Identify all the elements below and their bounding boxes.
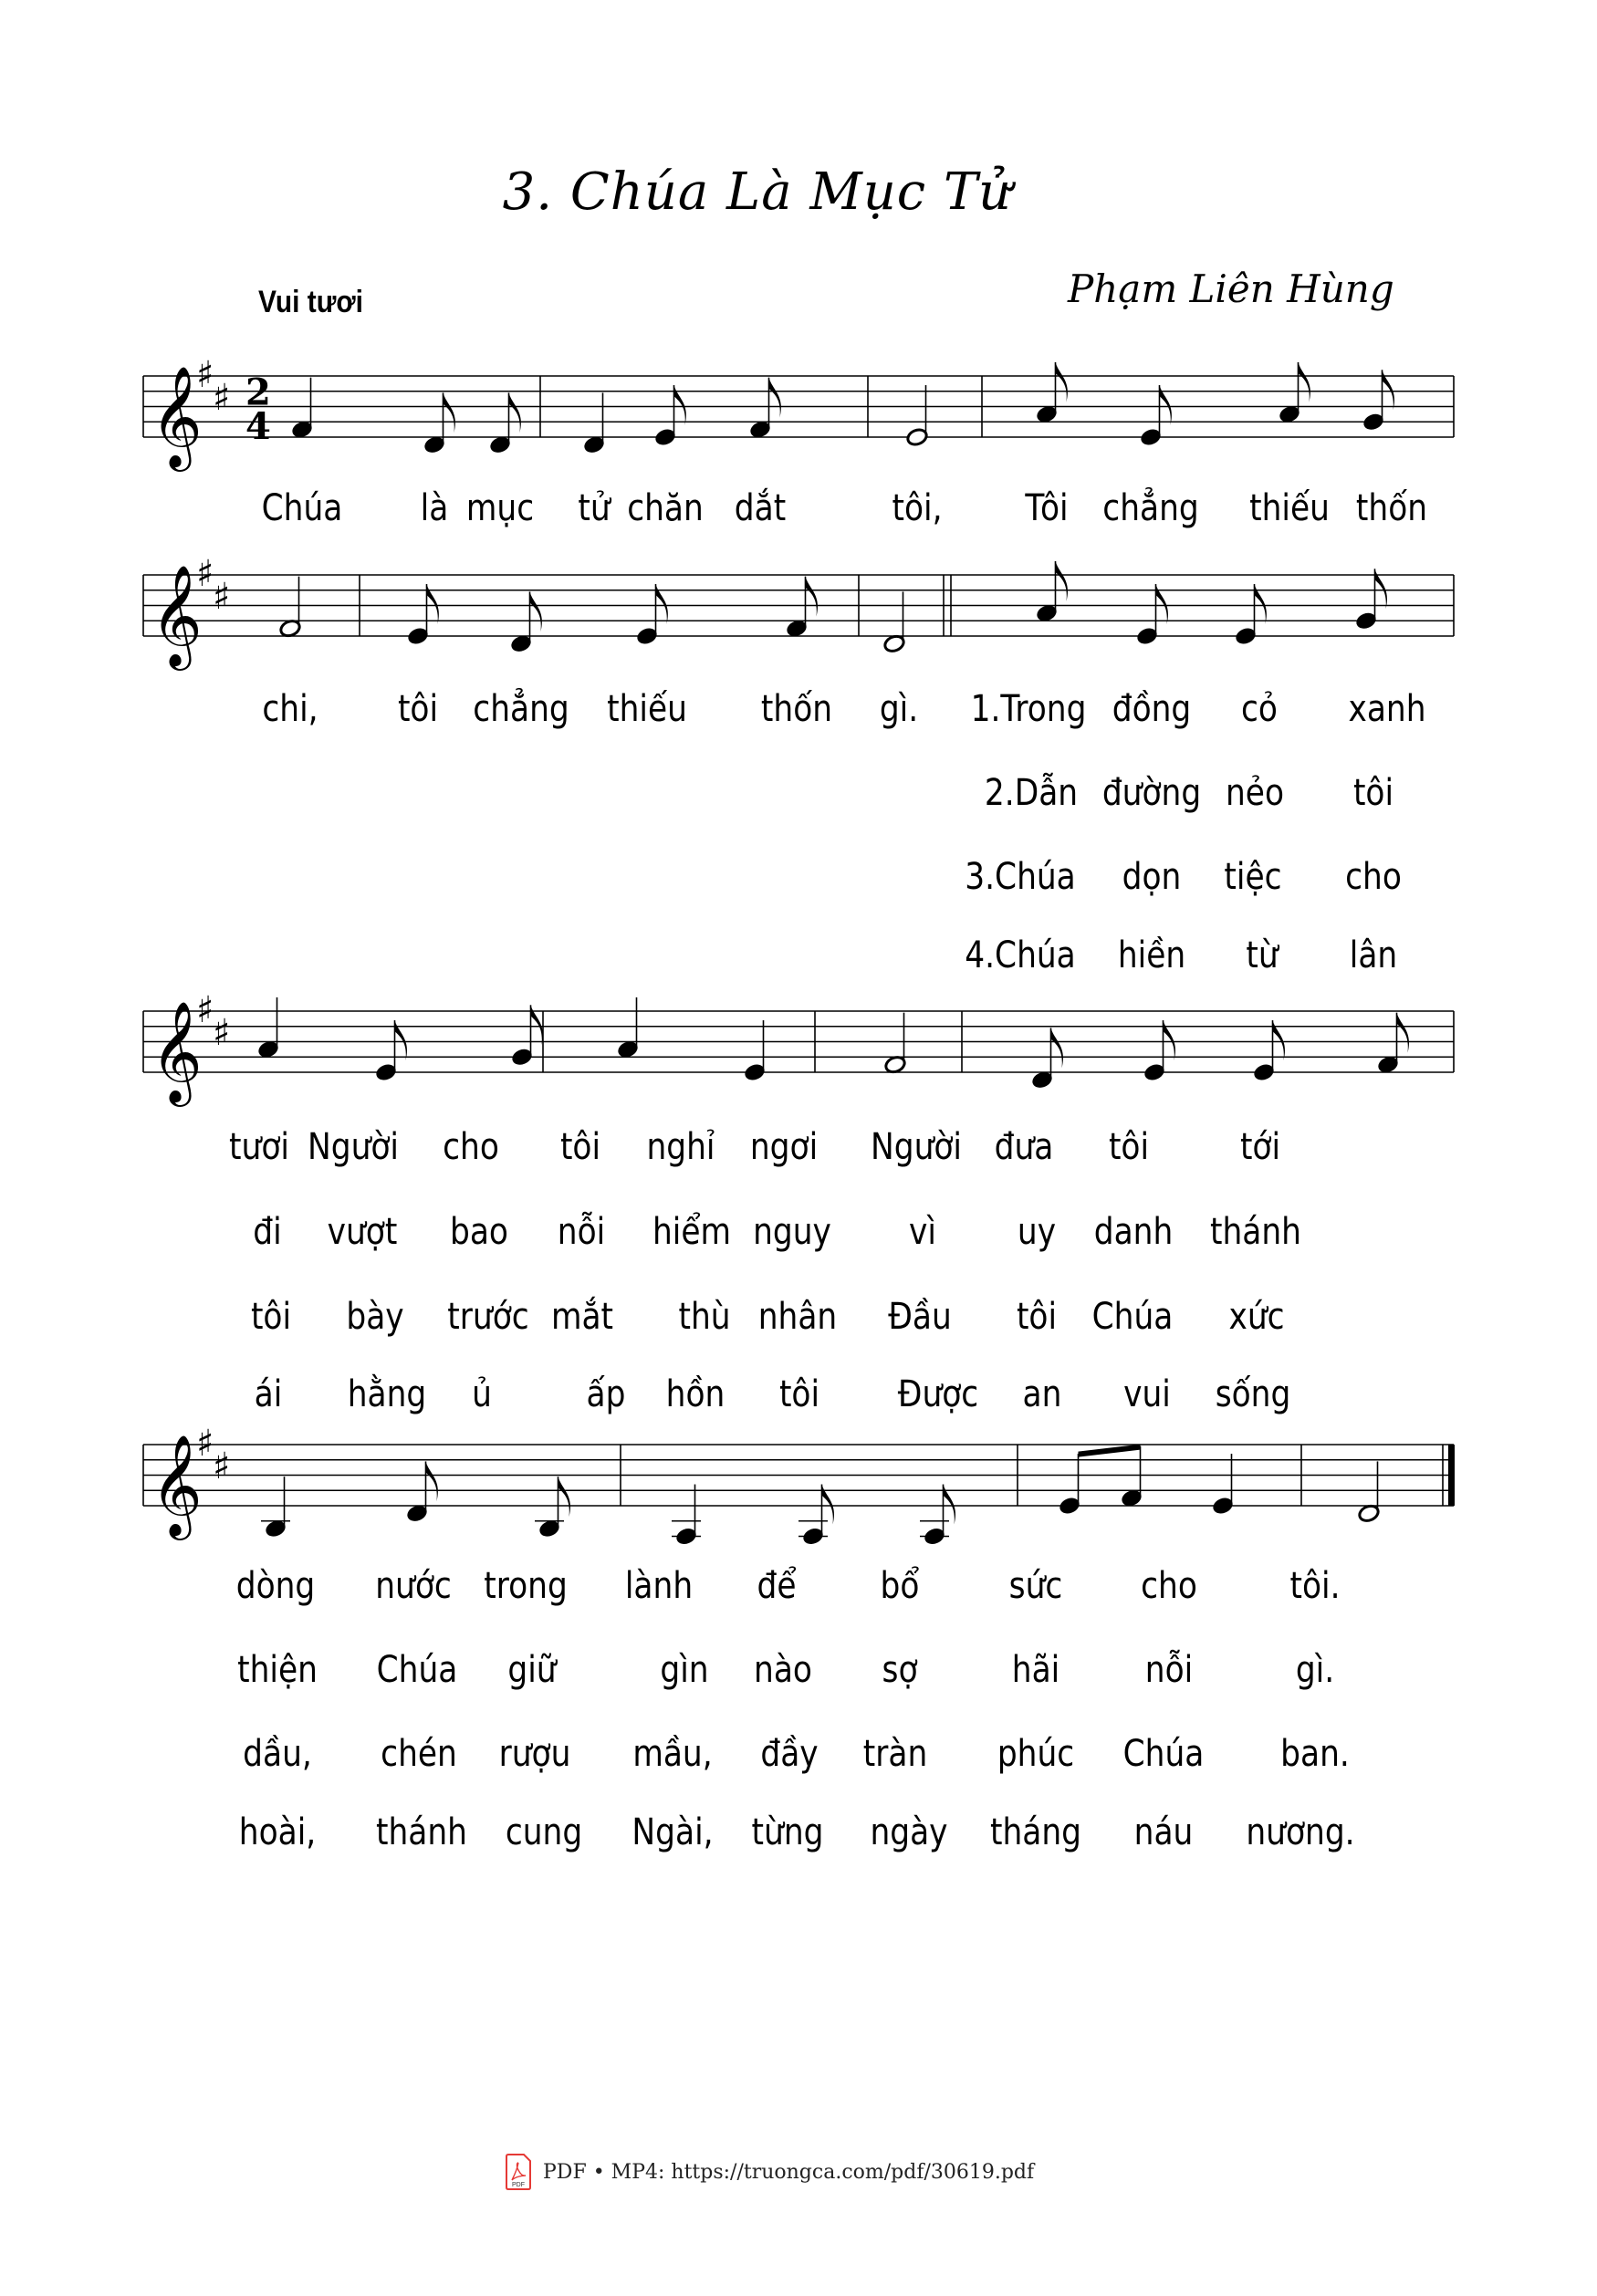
lyric-word: sống — [1215, 1373, 1291, 1415]
sharp-icon: ♯ — [196, 354, 214, 396]
footer-url-text[interactable]: PDF • MP4: https://truongca.com/pdf/30619.pdf — [543, 2160, 1035, 2184]
lyric-word: nước — [375, 1565, 452, 1607]
lyric-word: thốn — [1355, 487, 1428, 529]
note — [509, 591, 542, 653]
lyric-word: lân — [1349, 934, 1398, 976]
note — [1035, 561, 1068, 623]
lyric-word: danh — [1093, 1211, 1174, 1253]
lyric-word: tràn — [862, 1733, 928, 1775]
lyric-word: thiếu — [607, 688, 687, 730]
lyric-word: Chúa — [1122, 1733, 1205, 1775]
lyric-word: chẳng — [1102, 487, 1199, 529]
lyric-word: tôi — [250, 1296, 292, 1338]
lyric-word: đi — [253, 1211, 282, 1253]
note — [905, 385, 928, 447]
lyric-word: chẳng — [473, 688, 569, 730]
lyric-word: cho — [1345, 856, 1402, 898]
lyric-word: tôi. — [1289, 1565, 1341, 1607]
note — [1120, 1446, 1143, 1508]
lyric-word: dòng — [235, 1565, 316, 1607]
lyric-word: Đầu — [888, 1296, 952, 1338]
sharp-icon: ♯ — [196, 1423, 214, 1465]
note — [1278, 362, 1310, 424]
lyric-word: ngày — [870, 1811, 948, 1853]
lyric-word: dọn — [1122, 856, 1182, 898]
note — [488, 392, 521, 454]
lyric-word: hoài, — [238, 1811, 317, 1853]
lyric-word: hiểm — [652, 1211, 732, 1253]
note — [405, 1461, 438, 1523]
lyric-word: tử — [578, 487, 611, 529]
lyric-word: Chúa — [261, 487, 343, 529]
lyric-word: tôi — [397, 688, 439, 730]
note — [1376, 1013, 1409, 1075]
tempo-marking: Vui tươi — [258, 285, 363, 319]
lyric-word: vì — [909, 1211, 936, 1253]
lyric-word: tháng — [989, 1811, 1082, 1853]
song-title: 3. Chúa Là Mục Tử — [502, 162, 1013, 222]
lyric-word: 4.Chúa — [965, 934, 1076, 976]
lyric-word: tôi — [1016, 1296, 1058, 1338]
note — [582, 392, 605, 454]
note — [883, 1013, 906, 1075]
time-signature-top: 2 — [245, 370, 271, 414]
treble-clef-icon: 𝄞 — [151, 564, 203, 666]
note — [1357, 1461, 1380, 1523]
lyric-word: nương. — [1246, 1811, 1355, 1853]
lyric-word: xức — [1228, 1296, 1285, 1338]
staff-system-4 — [143, 1423, 1455, 1546]
lyric-word: nhân — [757, 1296, 838, 1338]
lyric-word: giữ — [507, 1649, 557, 1691]
lyric-word: phúc — [997, 1733, 1075, 1775]
treble-clef-icon: 𝄞 — [151, 1000, 203, 1102]
lyric-word: tôi — [559, 1126, 601, 1168]
composer-name: Phạm Liên Hùng — [1068, 266, 1394, 311]
sharp-icon: ♯ — [213, 377, 231, 420]
lyric-word: rượu — [498, 1733, 571, 1775]
lyric-word: uy — [1017, 1211, 1057, 1253]
lyric-word: bổ — [880, 1565, 920, 1607]
lyric-word: từ — [1246, 934, 1279, 976]
lyric-word: chăn — [627, 487, 704, 529]
lyric-word: thiện — [237, 1649, 318, 1691]
lyric-word: thánh — [376, 1811, 467, 1853]
lyric-word: tôi — [1352, 772, 1394, 814]
lyric-word: 2.Dẫn — [984, 772, 1079, 814]
pdf-file-icon — [505, 2154, 532, 2190]
lyric-word: hãi — [1011, 1649, 1060, 1691]
lyric-word: sức — [1008, 1565, 1063, 1607]
lyric-word: cỏ — [1241, 688, 1278, 730]
lyric-word: tươi — [229, 1126, 289, 1168]
lyric-word: nỗi — [557, 1211, 606, 1253]
note — [535, 1477, 570, 1539]
lyric-word: từng — [751, 1811, 824, 1853]
lyric-word: bao — [450, 1211, 508, 1253]
lyric-word: chén — [381, 1733, 457, 1775]
lyric-word: đồng — [1112, 688, 1192, 730]
lyric-word: đưa — [994, 1126, 1054, 1168]
lyric-word: hiền — [1117, 934, 1186, 976]
lyric-word: thốn — [760, 688, 833, 730]
lyric-word: dầu, — [243, 1733, 312, 1775]
sharp-icon: ♯ — [196, 989, 214, 1031]
lyric-word: xanh — [1348, 688, 1426, 730]
note — [672, 1485, 701, 1547]
staff-system-3 — [143, 989, 1454, 1107]
note — [785, 577, 818, 639]
lyric-word: gì. — [1295, 1649, 1335, 1691]
lyric-word: 1.Trong — [970, 688, 1087, 730]
lyric-word: tới — [1239, 1126, 1281, 1168]
note — [1211, 1454, 1234, 1516]
lyric-word: gìn — [660, 1649, 709, 1691]
pdf-icon-label: PDF — [512, 2182, 525, 2188]
footer-link[interactable] — [505, 2154, 1034, 2190]
staff-system-1 — [143, 354, 1454, 472]
lyric-word: chi, — [262, 688, 318, 730]
note — [920, 1485, 955, 1547]
sharp-icon: ♯ — [213, 576, 231, 619]
lyric-word: ban. — [1280, 1733, 1350, 1775]
lyric-word: Người — [308, 1126, 399, 1168]
lyric-word: thù — [678, 1296, 731, 1338]
lyric-word: tôi — [1108, 1126, 1150, 1168]
note — [1058, 1454, 1080, 1516]
lyric-word: ái — [254, 1373, 283, 1415]
note — [798, 1485, 834, 1547]
lyric-word: Tôi — [1025, 487, 1069, 529]
lyric-word: cung — [505, 1811, 583, 1853]
lyric-word: Chúa — [1091, 1296, 1174, 1338]
note — [423, 392, 455, 454]
lyric-word: thánh — [1210, 1211, 1301, 1253]
lyric-word: hồn — [665, 1373, 725, 1415]
note — [261, 1477, 290, 1539]
lyric-word: cho — [443, 1126, 499, 1168]
lyric-word: mầu, — [632, 1733, 713, 1775]
staff-system-2 — [143, 553, 1454, 671]
lyric-word: để — [757, 1565, 797, 1607]
note — [256, 997, 279, 1059]
note — [1035, 362, 1068, 424]
lyric-word: dắt — [734, 487, 787, 529]
lyric-word: vui — [1123, 1373, 1171, 1415]
lyric-word: nẻo — [1225, 772, 1285, 814]
lyric-word: lành — [624, 1565, 694, 1607]
lyric-word: ủ — [472, 1373, 492, 1415]
lyric-word: an — [1022, 1373, 1062, 1415]
lyric-word: 3.Chúa — [965, 856, 1076, 898]
sharp-icon: ♯ — [196, 553, 214, 595]
lyric-word: mục — [465, 487, 535, 529]
note — [748, 378, 781, 440]
lyric-word: Chúa — [376, 1649, 458, 1691]
lyric-word: gì. — [879, 688, 919, 730]
lyric-word: tôi — [778, 1373, 820, 1415]
lyric-word: hằng — [347, 1373, 427, 1415]
lyric-word: Người — [871, 1126, 962, 1168]
lyric-word: Ngài, — [631, 1811, 714, 1853]
lyric-word: Được — [897, 1373, 979, 1415]
lyric-word: mắt — [550, 1296, 614, 1338]
lyric-word: náu — [1133, 1811, 1194, 1853]
sharp-icon: ♯ — [213, 1012, 231, 1055]
lyric-word: thiếu — [1249, 487, 1330, 529]
lyric-word: tôi, — [892, 487, 943, 529]
lyric-word: ngơi — [749, 1126, 819, 1168]
lyric-word: trong — [484, 1565, 568, 1607]
lyric-word: nguy — [753, 1211, 831, 1253]
note — [278, 577, 301, 639]
beam — [1079, 1445, 1141, 1457]
note — [290, 378, 313, 440]
sharp-icon: ♯ — [213, 1445, 231, 1488]
lyric-word: sợ — [882, 1649, 918, 1691]
lyric-word: bày — [346, 1296, 404, 1338]
lyric-word: nghỉ — [646, 1126, 715, 1168]
lyric-word: trước — [447, 1296, 529, 1338]
lyric-word: tiệc — [1224, 856, 1282, 898]
lyric-word: nào — [754, 1649, 812, 1691]
note — [1030, 1028, 1063, 1090]
lyric-word: nỗi — [1144, 1649, 1194, 1691]
lyric-word: đầy — [760, 1733, 819, 1775]
lyric-word: cho — [1141, 1565, 1197, 1607]
treble-clef-icon: 𝄞 — [151, 365, 203, 467]
note — [882, 591, 905, 653]
lyric-word: vượt — [327, 1211, 398, 1253]
time-signature-bottom: 4 — [245, 405, 271, 448]
lyric-word: là — [420, 487, 449, 529]
treble-clef-icon: 𝄞 — [151, 1434, 203, 1536]
note — [616, 997, 639, 1059]
note — [743, 1020, 766, 1082]
lyric-word: ấp — [586, 1373, 626, 1415]
lyric-word: đường — [1101, 772, 1202, 814]
